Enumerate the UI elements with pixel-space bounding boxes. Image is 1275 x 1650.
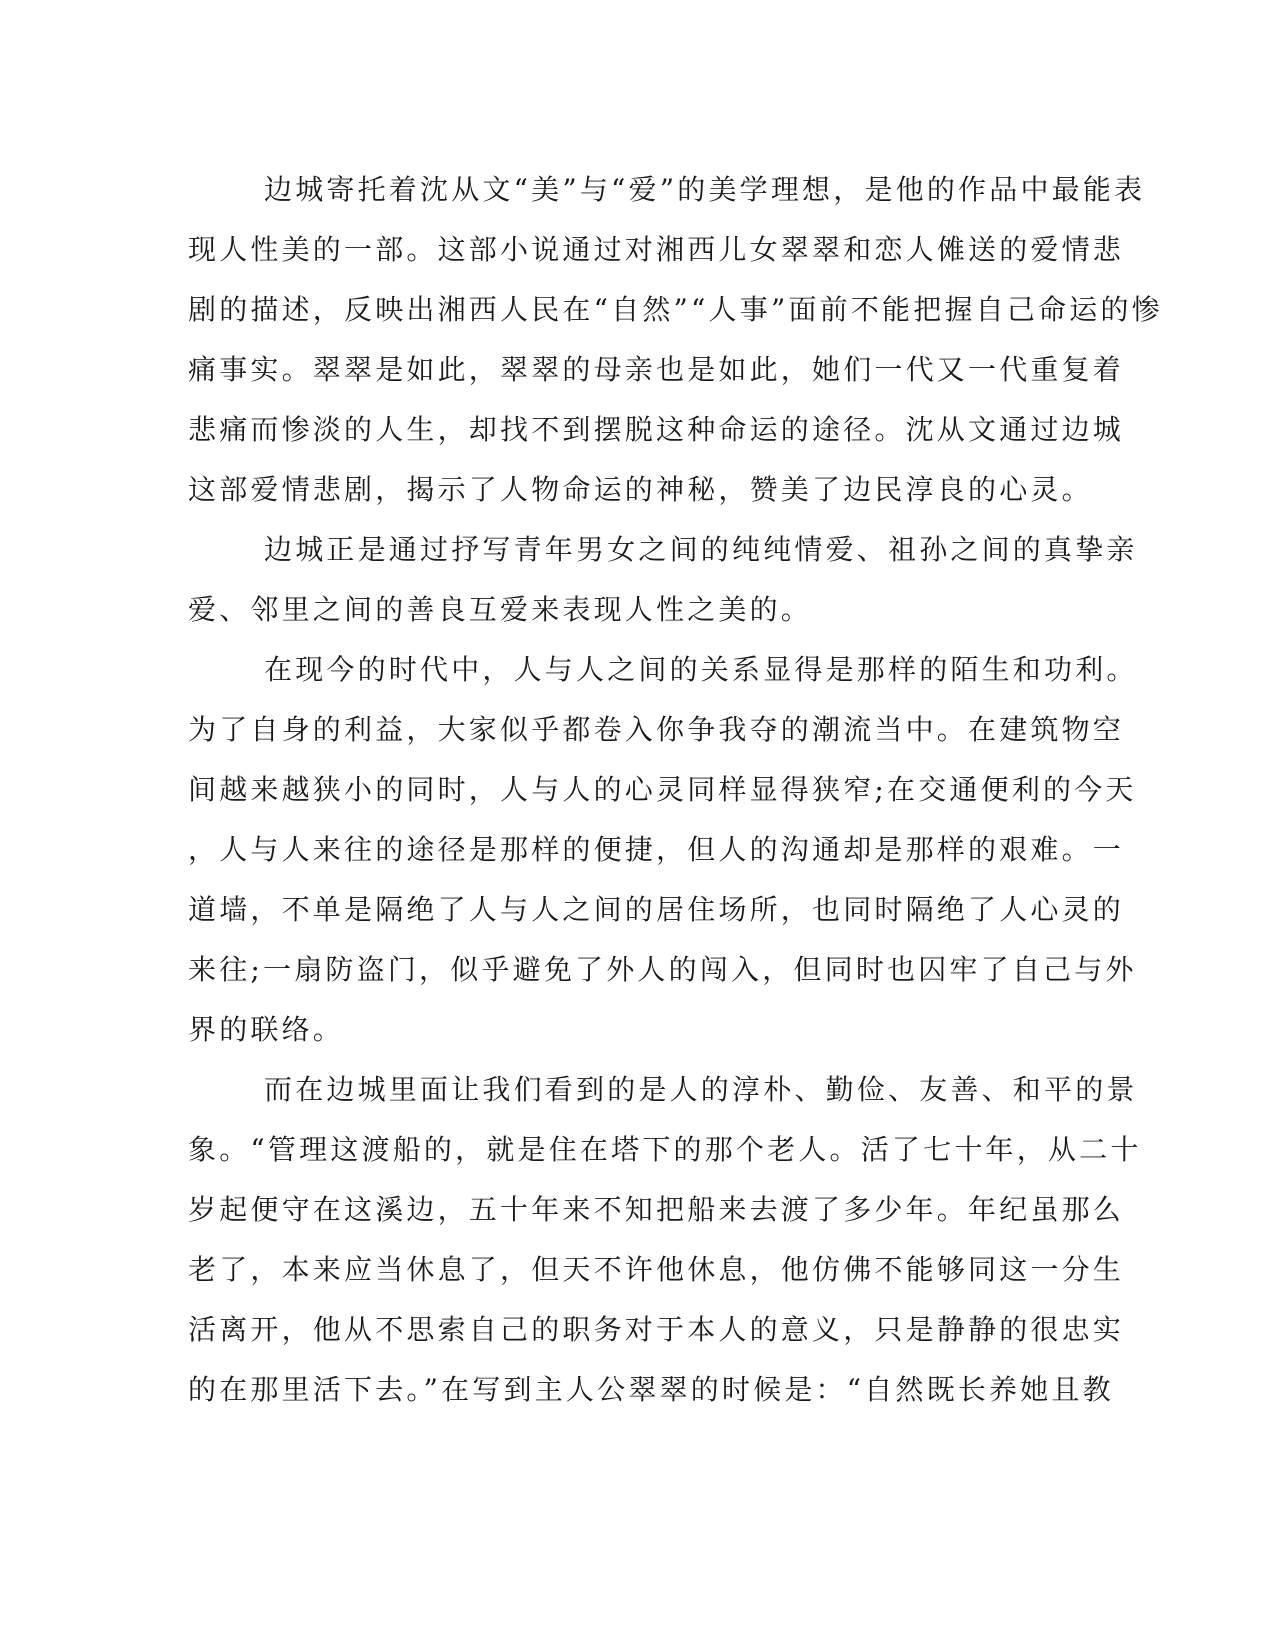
text-line: 边城正是通过抒写青年男女之间的纯纯情爱、祖孙之间的真挚亲 <box>264 533 1138 566</box>
text-line: 现人性美的一部。这部小说通过对湘西儿女翠翠和恋人傩送的爱情悲 <box>188 233 1125 266</box>
text-line: 活离开，他从不思索自己的职务对于本人的意义，只是静静的很忠实 <box>188 1313 1125 1346</box>
text-line: 道墙，不单是隔绝了人与人之间的居住场所，也同时隔绝了人心灵的 <box>188 893 1125 926</box>
text-line: 剧的描述，反映出湘西人民在“自然”“人事”面前不能把握自己命运的惨 <box>188 293 1163 326</box>
paragraph <box>188 160 1163 520</box>
text-line: 爱、邻里之间的善良互爱来表现人性之美的。 <box>188 593 813 626</box>
text-line: ，人与人来往的途径是那样的便捷，但人的沟通却是那样的艰难。一 <box>188 833 1125 866</box>
text-line: 为了自身的利益，大家似乎都卷入你争我夺的潮流当中。在建筑物空 <box>188 713 1125 746</box>
text-line: 在现今的时代中，人与人之间的关系显得是那样的陌生和功利。 <box>264 653 1138 686</box>
body-text <box>188 160 1163 1420</box>
text-line: 的在那里活下去。”在写到主人公翠翠的时候是：“自然既长养她且教 <box>188 1373 1114 1406</box>
text-line: 而在边城里面让我们看到的是人的淳朴、勤俭、友善、和平的景 <box>264 1073 1138 1106</box>
text-line: 这部爱情悲剧，揭示了人物命运的神秘，赞美了边民淳良的心灵。 <box>188 473 1093 506</box>
text-line: 悲痛而惨淡的人生，却找不到摆脱这种命运的途径。沈从文通过边城 <box>188 413 1125 446</box>
text-line: 来往;一扇防盗门，似乎避免了外人的闯入，但同时也囚牢了自己与外 <box>188 953 1137 986</box>
paragraph <box>188 640 1138 1060</box>
text-line: 界的联络。 <box>188 1013 345 1046</box>
text-line: 痛事实。翠翠是如此，翠翠的母亲也是如此，她们一代又一代重复着 <box>188 353 1125 386</box>
text-line: 岁起便守在这溪边，五十年来不知把船来去渡了多少年。年纪虽那么 <box>188 1193 1125 1226</box>
paragraph <box>188 1060 1142 1420</box>
text-line: 老了，本来应当休息了，但天不许他休息，他仿佛不能够同这一分生 <box>188 1253 1125 1286</box>
text-line: 间越来越狭小的同时，人与人的心灵同样显得狭窄;在交通便利的今天 <box>188 773 1137 806</box>
text-line: 象。“管理这渡船的，就是住在塔下的那个老人。活了七十年，从二十 <box>188 1133 1142 1166</box>
text-line: 边城寄托着沈从文“美”与“爱”的美学理想，是他的作品中最能表 <box>264 173 1146 206</box>
paragraph <box>188 520 1138 640</box>
